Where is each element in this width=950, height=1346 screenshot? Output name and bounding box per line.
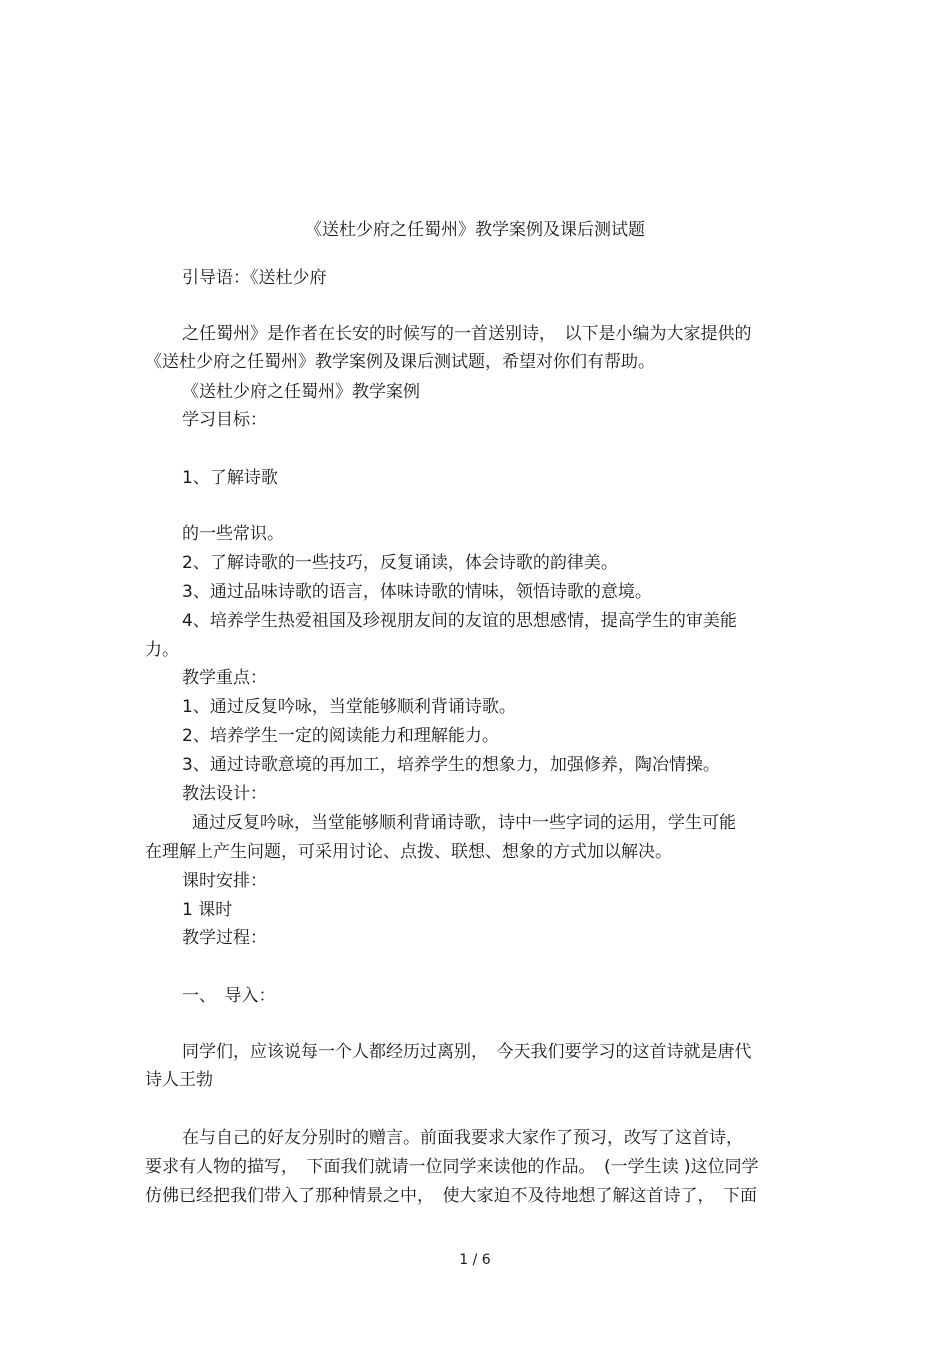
list-item: 3、通过诗歌意境的再加工，培养学生的想象力，加强修养，陶冶情操。 (182, 755, 720, 775)
list-item: 2、了解诗歌的一些技巧，反复诵读，体会诗歌的韵律美。 (182, 553, 618, 573)
section-heading: 课时安排： (182, 871, 267, 891)
list-item: 1、通过反复吟咏，当堂能够顺利背诵诗歌。 (182, 697, 516, 717)
section-heading: 教学过程： (182, 928, 267, 948)
section-heading: 《送杜少府之任蜀州》教学案例 (182, 382, 420, 402)
list-item: 1、了解诗歌 (182, 468, 278, 488)
paragraph-line: 要求有人物的描写， 下面我们就请一位同学来读他的作品。 (一学生读 )这位同学 (145, 1157, 759, 1177)
paragraph-line: 在与自己的好友分别时的赠言。前面我要求大家作了预习，改写了这首诗， (182, 1128, 743, 1148)
intro-line: 《送杜少府之任蜀州》教学案例及课后测试题，希望对你们有帮助。 (145, 352, 655, 372)
list-item: 力。 (145, 640, 179, 660)
intro-line: 引导语：《送杜少府 (182, 268, 327, 288)
paragraph-line: 在理解上产生问题，可采用讨论、点拨、联想、想象的方式加以解决。 (145, 842, 672, 862)
intro-line: 之任蜀州》是作者在长安的时候写的一首送别诗， 以下是小编为大家提供的 (182, 324, 752, 344)
list-item: 4、培养学生热爱祖国及珍视朋友间的友谊的思想感情，提高学生的审美能 (182, 611, 737, 631)
paragraph-line: 仿佛已经把我们带入了那种情景之中， 使大家迫不及待地想了解这首诗了， 下面 (145, 1186, 757, 1206)
paragraph-line: 通过反复吟咏，当堂能够顺利背诵诗歌，诗中一些字词的运用，学生可能 (192, 813, 736, 833)
list-item: 2、培养学生一定的阅读能力和理解能力。 (182, 726, 499, 746)
paragraph-line: 1 课时 (182, 900, 233, 920)
section-heading: 学习目标： (182, 410, 267, 430)
page-number: 1 / 6 (459, 1252, 491, 1268)
list-item: 的一些常识。 (182, 524, 284, 544)
section-heading: 教法设计： (182, 784, 267, 804)
paragraph-line: 诗人王勃 (145, 1070, 213, 1090)
section-heading: 一、 导入： (182, 986, 276, 1006)
paragraph-line: 同学们，应该说每一个人都经历过离别， 今天我们要学习的这首诗就是唐代 (182, 1042, 752, 1062)
list-item: 3、通过品味诗歌的语言，体味诗歌的情味，领悟诗歌的意境。 (182, 582, 652, 602)
section-heading: 教学重点： (182, 668, 267, 688)
document-title: 《送杜少府之任蜀州》教学案例及课后测试题 (305, 220, 645, 240)
